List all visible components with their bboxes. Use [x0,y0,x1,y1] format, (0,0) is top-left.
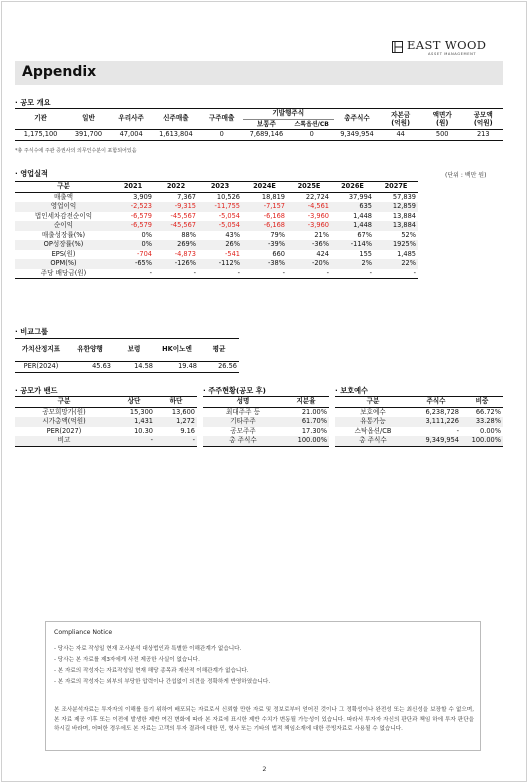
performance-header: 2027E [374,182,418,193]
offering-value: 1,613,804 [159,130,193,138]
performance-cell: 26% [225,240,240,248]
offering-note: *총 주식수에 주관 증권사의 의무인수분이 포함되어있음 [15,148,137,154]
compliance-item: - 당사는 자료 작성일 현재 조사분석 대상법인과 특별한 이해관계가 없습니다. [54,646,242,652]
performance-section-title: · 영업실적 [15,169,49,178]
table-row [15,192,418,202]
band-cell: 15,300 [129,407,153,416]
performance-cell: 1,485 [397,249,416,258]
offering-header: 공모액 (억원) [464,109,504,130]
performance-cell: 21% [314,230,329,239]
shareholder-row-label: 최대주주 등 [226,407,260,416]
performance-cell: 88% [181,230,196,239]
shareholder-ratio: 100.00% [297,436,327,444]
offering-header: 기관 [15,109,66,130]
peers-header: 가치산정지표 [15,339,67,362]
logo-text: EAST WOOD [407,38,487,52]
offering-value: 44 [396,130,405,138]
performance-cell: -20% [311,259,329,267]
band-cell: 1,431 [134,417,153,425]
table-row [15,407,197,417]
offering-header: 구주매출 [200,109,243,130]
offering-value: 47,004 [119,130,143,138]
performance-cell: -541 [225,249,240,258]
table-row [203,427,329,437]
lockup-shares: - [456,426,459,435]
lockup-row-label: 보호예수 [360,407,386,416]
band-cell: 10.30 [134,426,153,435]
table-row [335,427,503,437]
peers-header: 평균 [199,339,239,362]
performance-cell: 10,526 [216,192,240,201]
performance-cell: 79% [270,230,285,239]
table-row [335,407,503,417]
table-row [15,269,418,279]
band-header: 하단 [155,397,197,408]
peers-value: 14.58 [134,362,153,370]
lockup-ratio: 33.28% [475,417,501,425]
performance-cell: -5,054 [218,211,240,220]
performance-header: 2022 [154,182,198,193]
compliance-paragraph: 본 조사분석자료는 투자자의 이해를 돕기 위하여 배포되는 자료로서 신뢰할 만한 자료 및 정보로부터 얻어진 것이나 그 정확성이나 완전성 또는 최신성을 보장할 수 없으며, 본 자료 제공 이후 또는 이전에 발생한 제반 여건 변화에 따라 본 자료에 표시한 제반 수치가 변동될 가능성이 있습니다. 따라서 투자자 자신의 판단과 책임 하에 투자 판단을 하시길 바라며, 어떠한 경우에도 본 자료는 고객의 투자 결과에 대한 민, 형사 또는 기타의 법적 책임소재에 대한 증빙자료로 사용될 수 없습니다. [54,707,474,732]
performance-row-label: OPM(%) [50,259,77,267]
offering-value: 213 [476,130,490,138]
performance-header: 2025E [287,182,331,193]
offering-value: 1,175,100 [23,130,58,138]
performance-cell: 52% [401,230,416,239]
performance-cell: - [326,268,329,277]
performance-cell: -6,168 [263,211,285,220]
peers-section-title: · 비교그룹 [15,327,49,336]
performance-row-label: 주당 배당금(원) [40,268,87,277]
performance-cell: -6,168 [263,221,285,229]
performance-row-label: 법인세차감전순이익 [34,211,93,220]
performance-cell: 1,448 [353,221,372,229]
shareholders-header: 지분율 [283,397,329,408]
performance-cell: - [369,268,372,277]
performance-cell: 3,909 [133,192,152,201]
offering-header: 우리사주 [111,109,151,130]
offering-header: 스톡옵션/CB [290,119,334,130]
offering-header: 액면가 (원) [421,109,464,130]
offering-header: 보통주 [243,119,290,130]
lockup-shares: 9,349,954 [425,436,459,444]
table-row [15,212,418,222]
performance-row-label: 매출성장률(%) [41,230,86,239]
performance-cell: 1,448 [353,211,372,220]
performance-row-label: OP성장률(%) [43,240,84,248]
lockup-row-label: 총 주식수 [359,436,387,444]
band-header: 구분 [15,397,113,408]
performance-cell: -45,567 [170,221,196,229]
performance-cell: 22% [401,259,416,267]
performance-cell: 67% [357,230,372,239]
offering-value: 0 [219,130,224,138]
lockup-header: 주식수 [411,397,461,408]
performance-cell: 22,724 [305,192,329,201]
performance-cell: 43% [225,230,240,239]
performance-cell: - [237,268,240,277]
band-header: 상단 [113,397,155,408]
band-section-title: · 공모가 밴드 [15,386,58,395]
performance-cell: 18,819 [261,192,285,201]
peers-row-label: PER(2024) [23,362,59,370]
table-row [15,202,418,212]
performance-cell: - [282,268,285,277]
lockup-shares: 3,111,226 [425,417,459,425]
performance-header: 구분 [15,182,112,193]
performance-cell: 37,994 [348,192,372,201]
performance-header: 2026E [331,182,374,193]
table-row [15,221,418,231]
performance-row-label: 영업이익 [50,202,77,210]
performance-cell: 424 [316,249,329,258]
performance-cell: -3,960 [307,221,329,229]
lockup-header: 비중 [461,397,503,408]
performance-row-label: 순이익 [53,221,74,229]
performance-header: 2024E [242,182,287,193]
performance-cell: -4,561 [307,202,329,210]
lockup-section-title: · 보호예수 [335,386,369,395]
band-row-label: PER(2027) [46,426,82,435]
table-row [15,427,197,437]
table-row [15,231,418,241]
band-row-label: 비고 [57,436,71,444]
performance-cell: -38% [267,259,285,267]
performance-table [15,181,418,279]
peers-value: 26.56 [218,362,237,370]
compliance-notice [45,621,481,751]
page-number: 2 [262,765,267,773]
table-row [15,417,197,427]
shareholders-table [203,396,329,447]
offering-header: 총주식수 [334,109,381,130]
compliance-list [54,644,270,688]
logo-subtitle: ASSET MANAGEMENT [428,52,477,56]
table-row [203,417,329,427]
performance-cell: 13,884 [392,221,416,229]
peers-table [15,338,239,373]
band-cell: - [192,436,195,444]
offering-value: 7,689,146 [249,130,284,138]
performance-cell: - [149,268,152,277]
compliance-item: - 본 자료의 작성자는 자료작성일 현재 해당 종목과 재산적 이해관계가 없습니다. [54,668,249,674]
performance-cell: -39% [267,240,285,248]
performance-cell: 269% [177,240,196,248]
performance-cell: - [413,268,416,277]
performance-cell: -5,054 [218,221,240,229]
table-row [335,436,503,446]
performance-header-row [15,182,418,193]
offering-header: 일반 [66,109,111,130]
shareholder-row-label: 기타주주 [230,417,256,425]
performance-cell: -6,579 [130,211,152,220]
table-row [203,407,329,417]
performance-cell: -126% [174,259,196,267]
table-row [15,250,418,260]
peers-value: 45.63 [92,362,111,370]
band-table [15,396,197,447]
performance-cell: 13,884 [392,211,416,220]
performance-cell: -3,960 [307,211,329,220]
performance-cell: - [193,268,196,277]
performance-cell: 0% [141,230,152,239]
performance-cell: 0% [141,240,152,248]
peers-header: 유한양행 [67,339,113,362]
shareholders-section-title: · 주주현황(공모 후) [203,386,266,395]
performance-cell: -11,755 [214,202,240,210]
offering-table [15,108,503,141]
performance-cell: 155 [359,249,372,258]
performance-cell: -6,579 [130,221,152,229]
compliance-item: - 당사는 본 자료를 제3자에게 사전 제공한 사실이 없습니다. [54,657,200,663]
offering-value: 391,700 [74,130,103,138]
performance-cell: 660 [272,249,285,258]
offering-section-title: · 공모 개요 [15,98,51,107]
peers-header: HK이노엔 [155,339,199,362]
table-row [335,417,503,427]
performance-cell: -45,567 [170,211,196,220]
performance-header: 2023 [198,182,242,193]
compliance-title: Compliance Notice [54,629,113,636]
lockup-ratio: 100.00% [471,436,501,444]
performance-cell: -2,523 [130,202,152,210]
band-row-label: 시가총액(억원) [42,417,86,425]
table-row [203,436,329,446]
offering-header-group: 기발행주식 [243,109,334,120]
performance-cell: 57,839 [392,192,416,201]
offering-value: 0 [309,130,314,138]
peers-value: 19.48 [178,362,197,370]
lockup-shares: 6,238,728 [425,407,459,416]
shareholder-ratio: 21.00% [301,407,327,416]
shareholder-row-label: 총 주식수 [229,436,257,444]
performance-cell: 7,367 [177,192,196,201]
band-row-label: 공모희망가(원) [42,407,86,416]
shareholder-ratio: 61.70% [301,417,327,425]
performance-cell: 12,859 [392,202,416,210]
lockup-ratio: 0.00% [480,426,501,435]
performance-cell: -36% [311,240,329,248]
offering-value: 500 [435,130,449,138]
performance-cell: -7,157 [263,202,285,210]
performance-cell: 1925% [392,240,416,248]
performance-cell: -114% [350,240,372,248]
table-row [15,362,239,373]
performance-row-label: 매출액 [53,192,74,201]
shareholder-row-label: 공모주주 [230,426,256,435]
lockup-table [335,396,503,447]
band-cell: 13,600 [171,407,195,416]
performance-cell: -4,873 [174,249,196,258]
offering-header: 자본금 (억원) [380,109,420,130]
table-row [15,259,418,269]
band-cell: 9.16 [180,426,195,435]
band-cell: - [150,436,153,444]
performance-unit: (단위 : 백만 원) [445,172,487,179]
performance-cell: -9,315 [174,202,196,210]
lockup-ratio: 66.72% [475,407,501,416]
page-title-bar [15,61,503,85]
peers-header: 보령 [113,339,155,362]
shareholder-ratio: 17.30% [301,426,327,435]
table-row [15,436,197,446]
page-title: Appendix [22,64,97,80]
performance-cell: -704 [137,249,152,258]
band-cell: 1,272 [176,417,195,425]
performance-cell: -65% [134,259,152,267]
shareholders-header: 성명 [203,397,283,408]
performance-header: 2021 [112,182,154,193]
compliance-item: - 본 자료의 작성자는 외부의 부당한 압력이나 간섭없이 의견을 정확하게 반영하였습니다. [54,679,271,685]
performance-cell: 635 [359,202,372,210]
performance-row-label: EPS(원) [51,249,76,258]
performance-cell: 2% [361,259,372,267]
performance-cell: -112% [218,259,240,267]
table-row [15,240,418,250]
offering-header: 신주매출 [151,109,200,130]
lockup-row-label: 유통가능 [360,417,386,425]
lockup-row-label: 스탁옵션/CB [354,426,392,435]
logo-mark-icon [392,41,403,53]
lockup-header: 구분 [335,397,411,408]
offering-value: 9,349,954 [340,130,374,138]
